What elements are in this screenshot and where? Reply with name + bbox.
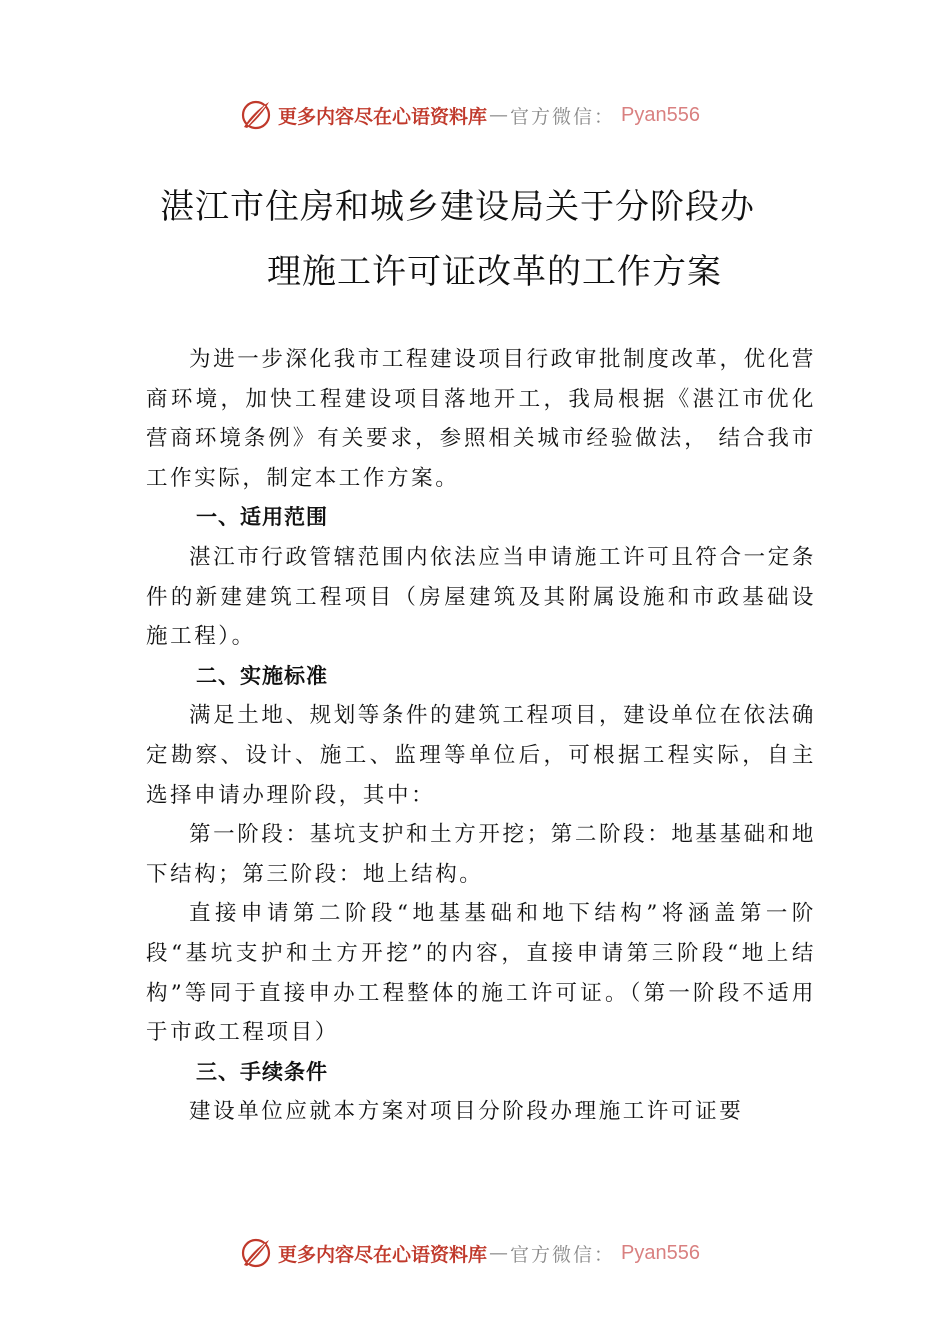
watermark-wechat-id: Pyan556	[621, 103, 700, 126]
watermark-wechat-id: Pyan556	[621, 1241, 700, 1264]
quill-logo-icon	[238, 97, 274, 133]
watermark-footer	[238, 1233, 700, 1273]
watermark-label: 官方微信：	[510, 105, 616, 128]
document-body	[146, 340, 816, 1132]
watermark-header	[238, 95, 700, 135]
section-2-paragraph-2: 第一阶段：基坑支护和土方开挖；第二阶段：地基基础和地下结构；第三阶段：地上结构。	[146, 822, 816, 887]
section-1-paragraph: 湛江市行政管辖范围内依法应当申请施工许可且符合一定条件的新建建筑工程项目（房屋建筑及其附属设施和市政基础设施工程）。	[146, 544, 816, 650]
watermark-main-text: 更多内容尽在心语资料库	[278, 105, 488, 128]
section-3-heading: 三、手续条件	[196, 1059, 328, 1084]
section-2-paragraph-3: 直接申请第二阶段“地基基础和地下结构”将涵盖第一阶段“基坑支护和土方开挖”的内容，直接申请第三阶段“地上结构”等同于直接申办工程整体的施工许可证。（第一阶段不适用于市政工程项目）	[146, 901, 816, 1046]
section-3-paragraph: 建设单位应就本方案对项目分阶段办理施工许可证要	[189, 1099, 744, 1125]
quill-logo-icon	[238, 1235, 274, 1271]
section-2-paragraph-1: 满足土地、规划等条件的建筑工程项目，建设单位在依法确定勘察、设计、施工、监理等单位后，可根据工程实际，自主选择申请办理阶段，其中：	[146, 703, 816, 808]
intro-paragraph: 为进一步深化我市工程建设项目行政审批制度改革，优化营商环境，加快工程建设项目落地开工，我局根据《湛江市优化营商环境条例》有关要求，参照相关城市经验做法， 结合我市工作实际，制定本工作方案。	[146, 347, 816, 491]
watermark-main-text: 更多内容尽在心语资料库	[278, 1243, 488, 1266]
document-title-line-2: 理施工许可证改革的工作方案	[267, 252, 722, 292]
watermark-separator: —	[489, 1242, 509, 1264]
watermark-separator: —	[489, 104, 509, 126]
section-1-heading: 一、适用范围	[196, 505, 328, 530]
document-title-line-1: 湛江市住房和城乡建设局关于分阶段办	[160, 187, 755, 227]
watermark-label: 官方微信：	[510, 1243, 616, 1266]
section-2-heading: 二、实施标准	[196, 663, 328, 688]
